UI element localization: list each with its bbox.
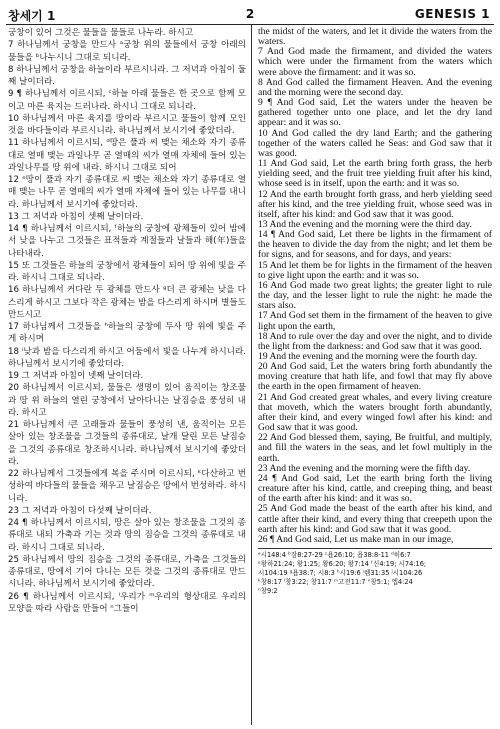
english-verse: 12 And the earth brought forth grass, and herb yielding seed after his kind, and the tree yielding fruit, whose seed was in itself, after his kind: and God saw that it was good. [258,188,492,220]
english-verse: 21 And God created great whales, and every living creature that moveth, which the waters brought forth abundantly, after their kind, and every winged fowl after his kind: and God saw that it was good. [258,391,492,434]
korean-verse: 19 그 저녁과 아침이 넷째 날이더라. [8,371,144,381]
korean-verse: 8 하나님께서 궁창을 하늘이라 부르시니라. 그 저녁과 아침이 둘째 날이더라. [8,64,246,87]
korean-verse: 22 하나님께서 그것들에게 복을 주시며 이르시되, ᵏ다산하고 번성하여 바다들의 물들을 채우고 날짐승은 땅에서 번성하라. 하시니라. [8,469,246,504]
korean-column [6,25,252,725]
english-verse: 22 And God blessed them, saying, Be fruitful, and multiply, and fill the waters in the seas, and let fowl multiply in the earth. [258,432,492,464]
english-verse: 26 ¶ And God said, Let us make man in our image, [258,533,454,545]
cross-reference-line: ᵏ창8:17 ˡ창3:22; 창11:7 ᵐ고전11:7 ⁿ창5:1; 엡4:24 [258,577,413,586]
cross-reference-line: ⁿ창9:2 [258,586,278,595]
page-header [6,6,494,25]
english-verse: 20 And God said, Let the waters bring forth abundantly the moving creature that hath life, and fowl that may fly above the earth in the open firmament of heaven. [258,361,492,393]
korean-verse: 18 ⁱ낮과 밤을 다스리게 하시고 어둠에서 빛을 나누게 하시니라. 하나님께서 보시기에 좋았더라. [8,346,246,369]
korean-verse: 10 하나님께서 마른 육지를 땅이라 부르시고 물들이 함께 모인 것을 바다들이라 부르시니라. 하나님께서 보시기에 좋았더라. [8,113,246,136]
english-verses [258,27,492,545]
english-verse: 13 And the evening and the morning were the third day. [258,218,472,230]
english-verse: 23 And the evening and the morning were the fifth day. [258,462,471,474]
cross-reference-line: ᵉ왕하21:24; 왕1:25; 왕6:20; 왕7:14 ᶠ신4:19; 시74:16; [258,559,427,568]
korean-verse: 7 하나님께서 궁창을 만드사 ᵃ궁창 위의 물들에서 궁창 아래의 물들을 ᵇ나누시니 그대로 되니라. [8,40,246,63]
english-verse: 8 And God called the firmament Heaven. And the evening and the morning were the second day. [258,76,492,98]
english-verse: 14 ¶ And God said, Let there be lights in the firmament of the heaven to divide the day from the night; and let them be for signs, and for seasons, and for days, and years: [258,229,492,261]
english-verse: 25 And God made the beast of the earth after his kind, and cattle after their kind, and every thing that creepeth upon the earth after his kind: and God saw that it was good. [258,503,492,535]
english-verse: 7 And God made the firmament, and divided the waters which were under the firmament from the waters which were above the firmament: and it was so. [258,46,492,78]
korean-verse: 24 ¶ 하나님께서 이르시되, 땅은 살아 있는 창조물을 그것의 종류대로 내되 가축과 기는 것과 땅의 짐승을 그것의 종류대로 내라. 하시니 그대로 되니라. [8,518,246,553]
english-verse: the midst of the waters, and let it divide the waters from the waters. [258,26,492,48]
text-columns [6,25,494,725]
english-verse: 18 And to rule over the day and over the night, and to divide the light from the darkness: and God saw that it was good. [258,330,492,352]
korean-verse: 11 하나님께서 이르시되, ᵈ땅은 풀과 씨 맺는 채소와 자기 종류대로 열매 맺는 과일나무 곧 열매의 씨가 열매 자체에 들어 있는 과일나무를 땅 위에 내라. 하시니 그대로 되어 [8,138,246,173]
page-number: 2 [245,7,255,21]
english-verse: 17 And God set them in the firmament of the heaven to give light upon the earth, [258,310,492,332]
korean-verse: 궁창이 있어 그것은 물들을 물들로 나누라. 하시고 [8,28,194,38]
cross-references [258,548,492,596]
korean-verse: 15 또 그것들은 하늘의 궁창에서 광체들이 되어 땅 위에 빛을 주라. 하시니 그대로 되니라. [8,260,246,283]
english-verse: 9 ¶ And God said, Let the waters under the heaven be gathered together unto one place, and let the dry land appear: and it was so. [258,97,492,129]
korean-verse: 23 그 저녁과 아침이 다섯째 날이더라. [8,505,152,516]
korean-verse: 16 하나님께서 커다란 두 광체를 만드사 ᵍ더 큰 광체는 낮을 다스리게 하시고 그보다 작은 광체는 밤을 다스리게 하시며 별들도 만드시고 [8,285,246,320]
korean-verse: 13 그 저녁과 아침이 셋째 날이더라. [8,211,144,222]
header-book-english: GENESIS 1 [414,7,490,21]
korean-verse: 17 하나님께서 그것들을 ʰ하늘의 궁창에 두사 땅 위에 빛을 주게 하시며 [8,322,246,345]
english-verse: 24 ¶ And God said, Let the earth bring forth the living creature after his kind, cattle, and creeping thing, and beast of the earth after his kind: and it was so. [258,472,492,505]
english-verse: 10 And God called the dry land Earth; and the gathering together of the waters called he Seas: and God saw that it was good. [258,127,492,159]
english-column [252,25,494,725]
korean-verse: 21 하나님께서 ʲ큰 고래들과 물들이 풍성히 낸, 움직이는 모든 살아 있는 창조물을 그것들의 종류대로, 날개 달린 모든 날짐승을 그것의 종류대로 창조하시니라. 하나님께서 보시기에 좋았더라. [8,420,246,467]
korean-verses [8,27,246,615]
korean-verse: 25 하나님께서 땅의 짐승을 그것의 종류대로, 가축을 그것들의 종류대로, 땅에서 기어 다니는 모든 것을 그것의 종류대로 만드시니라. 하나님께서 보시기에 좋았더라. [8,554,246,590]
english-verse: 15 And let them be for lights in the firmament of the heaven to give light upon the earth: and it was so. [258,259,492,281]
korean-verse: 14 ¶ 하나님께서 이르시되, ᶠ하늘의 궁창에 광체들이 있어 밤에서 낮을 나누고 그것들은 표적들과 계절들과 날들과 해(年)들을 나타내라. [8,224,246,259]
cross-reference-line: ᵃ시148:4 ᵇ잠8:27-29 ᶜ욥26:10; 욥38:8-11 ᵈ히6:7 [258,550,411,559]
cross-reference-line: 시104:19 ᵍ욥38:7; 시8:3 ʰ시19:6 ⁱ렘31:35 ʲ시104:26 [258,568,423,577]
korean-verse: 12 ᵉ땅이 풀과 자기 종류대로 씨 맺는 채소와 자기 종류대로 열매 맺는 나무 곧 열매의 씨가 열매 자체에 들어 있는 나무를 내니라. 하나님께서 보시기에 좋았더라. [8,175,246,210]
korean-verse: 9 ¶ 하나님께서 이르시되, ᶜ하늘 아래 물들은 한 곳으로 함께 모이고 마른 육지는 드러나라. 하시니 그대로 되니라. [8,89,246,112]
korean-verse: 20 하나님께서 이르시되, 물들은 생명이 있어 움직이는 창조물과 땅 위 하늘의 열린 궁창에서 날아다니는 날짐승을 풍성히 내라. 하시고 [8,383,246,418]
english-verse: 11 And God said, Let the earth bring forth grass, the herb yielding seed, and the fruit tree yielding fruit after his kind, whose seed is in itself, upon the earth: and it was so. [258,158,492,190]
english-verse: 16 And God made two great lights; the greater light to rule the day, and the lesser light to rule the night: he made the stars also. [258,279,492,312]
korean-verse: 26 ¶ 하나님께서 이르시되, ˡ우리가 ᵐ우리의 형상대로 우리의 모양을 따라 사람을 만들어 ⁿ그들이 [8,591,246,614]
english-verse: 19 And the evening and the morning were the fourth day. [258,351,478,362]
header-book-korean: 창세기 1 [8,9,56,23]
